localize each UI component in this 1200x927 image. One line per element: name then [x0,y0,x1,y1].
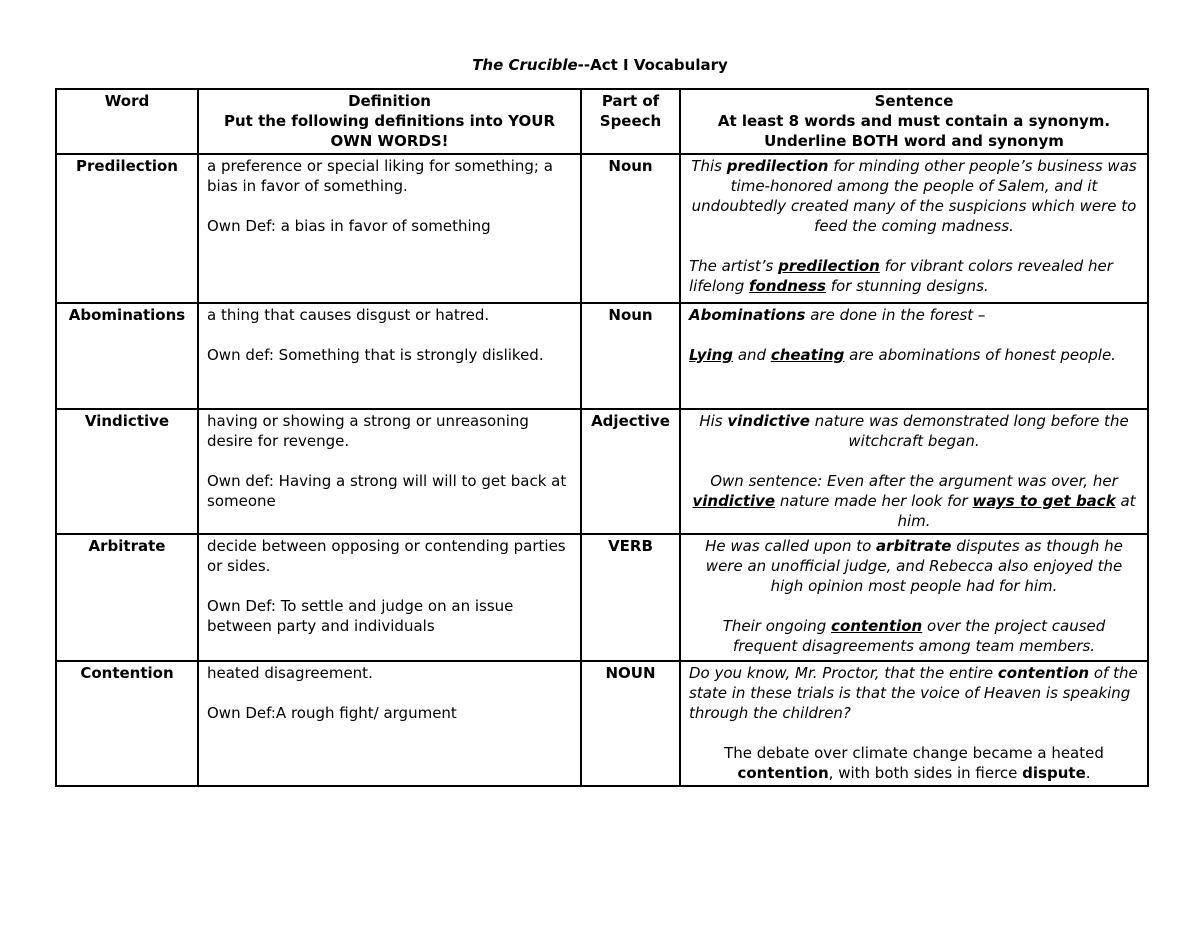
sentence-cell [680,661,1148,786]
vocabulary-table [55,88,1149,787]
table-row [56,534,1148,661]
sentence-cell [680,534,1148,661]
own-sentence: The debate over climate change became a heated contention, with both sides in fierce dispute. [724,744,1104,782]
example-sentence: His vindictive nature was demonstrated long before the witchcraft began. [699,412,1129,450]
part-of-speech: Noun [581,303,680,409]
header-sentence-underline: Underline BOTH word and synonym [764,132,1064,150]
definition-cell [198,534,581,661]
own-definition: Own def: Something that is strongly disliked. [207,346,544,364]
table-row [56,303,1148,409]
header-sentence-title: Sentence [874,92,954,110]
vocab-word: Abominations [56,303,198,409]
dictionary-definition: having or showing a strong or unreasoning desire for revenge. [207,412,529,450]
part-of-speech: Noun [581,154,680,303]
vocab-word: Contention [56,661,198,786]
own-sentence: Own sentence: Even after the argument was over, her vindictive nature made her look for ways to get back at him. [692,472,1136,530]
own-definition: Own Def: To settle and judge on an issue between party and individuals [207,597,514,635]
own-definition: Own def: Having a strong will will to get back at someone [207,472,567,510]
header-definition [198,89,581,154]
title-italic: The Crucible [472,56,578,74]
definition-cell [198,409,581,534]
example-sentence: He was called upon to arbitrate disputes as though he were an unofficial judge, and Rebecca also enjoyed the high opinion most people had for him. [705,537,1123,595]
vocab-word: Predilection [56,154,198,303]
vocab-word: Vindictive [56,409,198,534]
own-sentence: Their ongoing contention over the project caused frequent disagreements among team members. [722,617,1106,655]
part-of-speech: NOUN [581,661,680,786]
title-rest: --Act I Vocabulary [577,56,728,74]
vocab-word: Arbitrate [56,534,198,661]
header-sentence [680,89,1148,154]
definition-cell [198,661,581,786]
header-definition-instructions: Put the following definitions into YOUR OWN WORDS! [224,112,555,150]
table-row [56,154,1148,303]
header-definition-title: Definition [348,92,431,110]
own-sentence: The artist’s predilection for vibrant colors revealed her lifelong fondness for stunning designs. [689,257,1113,295]
table-row [56,661,1148,786]
header-pos: Part of Speech [581,89,680,154]
sentence-cell [680,409,1148,534]
page-title [0,56,1200,74]
dictionary-definition: a thing that causes disgust or hatred. [207,306,490,324]
example-sentence: Do you know, Mr. Proctor, that the entire contention of the state in these trials is that the voice of Heaven is speaking through the children? [689,664,1138,722]
header-word: Word [56,89,198,154]
example-sentence: This predilection for minding other people’s business was time-honored among the people of Salem, and it undoubtedly created many of the suspicions which were to feed the coming madness. [691,157,1137,235]
header-sentence-rule: At least 8 words and must contain a synonym. [717,112,1111,130]
dictionary-definition: heated disagreement. [207,664,373,682]
header-row [56,89,1148,154]
own-definition: Own Def: a bias in favor of something [207,217,491,235]
sentence-cell [680,303,1148,409]
table-row [56,409,1148,534]
own-sentence: Lying and cheating are abominations of honest people. [689,346,1116,364]
dictionary-definition: decide between opposing or contending parties or sides. [207,537,566,575]
definition-cell [198,303,581,409]
example-sentence: Abominations are done in the forest – [689,306,986,324]
dictionary-definition: a preference or special liking for something; a bias in favor of something. [207,157,553,195]
sentence-cell [680,154,1148,303]
definition-cell [198,154,581,303]
part-of-speech: VERB [581,534,680,661]
own-definition: Own Def:A rough fight/ argument [207,704,457,722]
part-of-speech: Adjective [581,409,680,534]
